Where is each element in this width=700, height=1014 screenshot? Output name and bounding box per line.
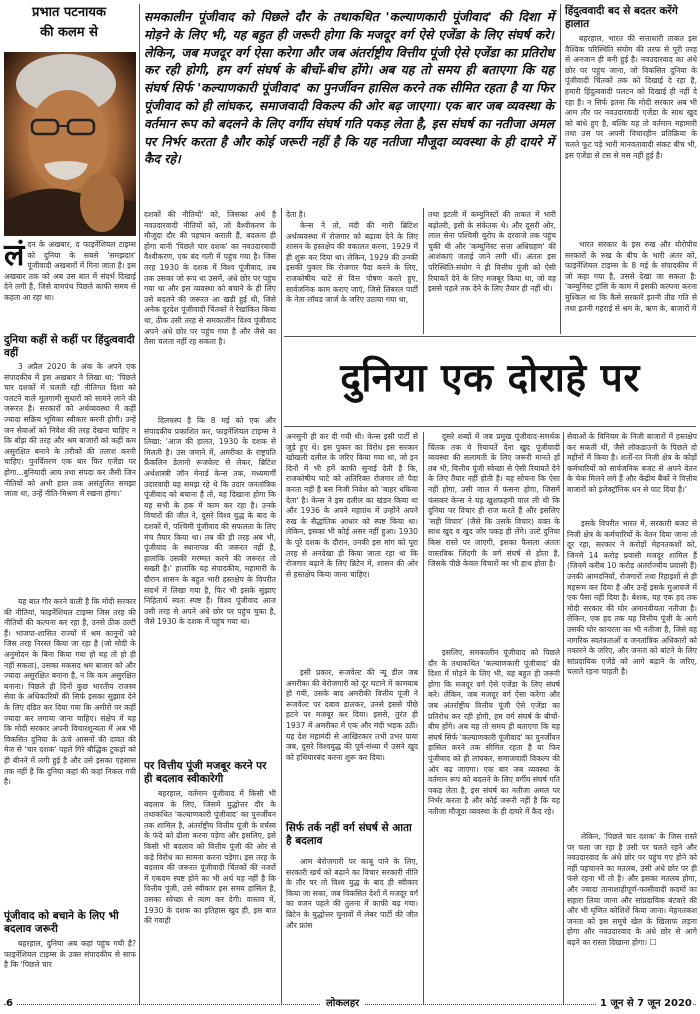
column-divider [423,432,424,1004]
column5-para-2: भारत सरकार के इस रुख और योरोपीय सरकारों के रुख के बीच के भारी अंतर को, फाइनेंशियल टाइम्स के 8 मई के संपादकीय में जो कहा गया है, उससे देखा जा सकता है: 'कम्युनिस्ट ट्रांसि के काम में इसकी कल्पना करना मुश्किल था कि कैसे सरकारें इतनी तीव्र गति से तथा इतनी गहराई से श्रम के, ऋण के, बाजारों में [565,240,697,313]
lower-column1-para-3: आम बेरोजगारी पर काबू पाने के लिए, सरकारी खर्च को बढ़ाने का विचार सरकारी नीति के तौर पर तो विश्व युद्ध के बाद ही स्वीकार किया जा सका, जब विकसित देशों में मजदूर वर्ग का वजन पहले की तुलना में काफी बढ़ गया। ब्रिटेन के युद्धोत्तर चुनावों में लेबर पार्टी की जीत और फ्रांस [286,857,418,930]
lower-column2-para-1: दूसरे शब्दों में जब प्रमुख पूंजीवाद-समर्थक चिंतक तक ये रियायतें देना खुद पूंजीवादी व्यवस्था की सलामती के लिए जरूरी मानते हों तब भी, वित्तीय पूंजी स्वेच्छा से ऐसी रियायतें देने के लिए तैयार नहीं होती है। यह सोचना कि ऐसा नहीं होगा, उसी जाल में फंसना होगा, जिसमें फंसकर केन्स ने यह खुशफहमी पाल ली थी कि दुनिया पर विचार ही राज करते हैं और इसलिए 'सही विचार' (जैसे कि उसके विचार) वक्त के साथ खुद व खुद जोर पकड़ ही लेंगे। उल्टे दुनिया किस रास्ते पर जाएगी, इसका फैसला अंततः वास्तविक जिंदगी के वर्ग संघर्ष से होता है, जिसके पीछे केवल विचारों का भी हाथ होता है। [428,432,560,569]
column2-para-3: बहरहाल, वर्तमान पूंजीवाद में किसी भी बदलाव के लिए, जिसमें युद्धोत्तर दौर के तथाकथित 'कल्याणकारी पूंजीवाद' का पुनर्जीवन तक शामिल है, अंतर्राष्ट्रीय वित्तीय पूंजी के वर्चस्व के फंदे को ढीला करना पड़ेगा और इसलिए, इसे किसी भी बदलाव को वित्तीय पूंजी की ओर से कड़े विरोध का सामना करना पड़ेगा। इस तरह के बदलाव की जरूरत पूंजीवादी चिंतकों की नजरों में एकदम स्पष्ट होने का भी अर्थ यह नहीं है कि वित्तीय पूंजी, उसे स्वीकार इस समय हासिल है, उसका स्वेच्छा से त्याग कर देगी। वास्तव में, 1930 के दशक का इतिहास खुद ही, इस बात की गवाही [144,789,276,926]
drop-cap: लं [4,238,25,273]
lower-column3-para-3 [567,832,697,949]
author-portrait-image [4,52,136,236]
end-mark: ☐ [649,937,657,947]
author-photo [4,52,136,236]
column3-para-1: देता है। [286,210,306,219]
column-divider [139,4,140,1004]
pull-quote: समकालीन पूंजीवाद को पिछले दौर के तथाकथित 'कल्याणकारी पूंजीवाद' की दिशा में मोड़ने के लिए भी, यह बहुत ही जरूरी होगा कि मजदूर वर्ग ऐसे एजेंडा के लिए संघर्ष करे। लेकिन, जब मजदूर वर्ग ऐसा करेगा और जब अंतर्राष्ट्रीय वित्तीय पूंजी ऐसे एजेंडा का प्रतिरोध कर रही होगी, हम वर्ग संघर्ष के बीचों-बीच होंगे। अब यह तो समय ही बताएगा कि यह संघर्ष सिर्फ 'कल्याणकारी पूंजीवाद' का पुनर्जीवन हासिल करने तक सीमित रहता है या फिर पूंजीवाद को ही लांघकर, समाजवादी विकल्प की ओर बढ़ जाएगा। एक बार जब व्यवस्था के वर्तमान रूप को बदलने के लिए वर्गीय संघर्ष गति पकड़ लेता है, इस संघर्ष का नतीजा अमल पर निर्भर करता है और कोई जरूरी नहीं है कि यह नतीजा मौजूदा व्यवस्था के ही दायरे में कैद रहे। [144,9,555,167]
subhead-1: दुनिया कहीं से कहीं पर हिंदुत्ववादी वहीं [4,334,135,359]
column1-intro-text: दन के अखबार, द फाइनेंशियल टाइम्स को दुनिया के सबसे 'समझदार' पूंजीवादी अखबारों में गिना जाता है। इस अखबार तक को अब उस बात में संदर्भ दिखाई देने लगी है, जिसे वामपंथ पिछले काफी समय से कहता आ रहा था। [4,240,136,302]
lower-column2-para-2: इसलिए, समकालीन पूंजीवाद को पिछले दौर के तथाकथित 'कल्याणकारी पूंजीवाद' की दिशा में मोड़ने के लिए भी, यह बहुत ही जरूरी होगा कि मजदूर वर्ग ऐसे एजेंडा के लिए संघर्ष करे। लेकिन, जब मजदूर वर्ग ऐसा करेगा और जब अंतर्राष्ट्रीय वित्तीय पूंजी ऐसे एजेंडा का प्रतिरोध कर रही होगी, हम वर्ग संघर्ष के बीचों-बीच होंगे। अब यह तो समय ही बताएगा कि यह संघर्ष सिर्फ 'कल्याणकारी पूंजीवाद' का पुनर्जीवन हासिल करने तक सीमित रहता है या फिर पूंजीवाद को ही लांघकर, समाजवादी विकल्प की ओर बढ़ जाएगा। एक बार जब व्यवस्था के वर्तमान रूप को बदलने के लिए वर्गीय संघर्ष गति पकड़ लेता है, इस संघर्ष का नतीजा अमल पर निर्भर करता है और कोई जरूरी नहीं है कि यह नतीजा मौजूदा व्यवस्था के ही दायरे में कैद रहे। [428,648,560,816]
column1-para-3: बहरहाल, दुनिया अब कहां पहुंच गयी है? फाइनेंशियल टाइम्स के उक्त संपादकीय से साफ है कि 'पिछले चार [4,939,136,970]
subhead-3: पर वित्तीय पूंजी मजबूर करने पर ही बदलाव स्वीकारेगी [144,760,267,785]
column4-para-1: तथा इटली में कम्युनिस्टों की ताकत में भारी बढ़ोतरी, इसी के संकेतक थे। और दूसरी ओर, लाल सेना पश्चिमी यूरोप के दरवाजे तक पहुंच चुकी थी और 'कम्युनिस्ट सत्ता अधिग्रहण' की आशंकाएं जताई जाने लगी थीं। अंततः इस परिस्थिति-संयोग ने ही वित्तीय पूंजी को ऐसी रियायतें देने के लिए मजबूर किया था, जो वह इससे पहले तक देने के लिए तैयार ही नहीं थी। [428,210,556,294]
column-divider [281,208,282,1004]
column-divider [563,432,564,1004]
column2-para-2: दिलचस्प है कि 8 मई को एक और संपादकीय प्रकाशित कर, फाइनेंशियल टाइम्स ने लिखा: 'आज की हालत, 1930 के दशक से मिलती है। उस जमाने में, अमरीका के राष्ट्रपति फ्रैंकलिन डेलानो रूजवेल्ट से लेकर, ब्रिटिश अर्थशास्त्री जॉन मेनार्ड केन्स तक, मध्यमार्गी उदारवादी यह समझ रहे थे कि उदार जनतांत्रिक पूंजीवाद को बचाना है तो, यह दिखाना होगा कि यह सभी के हक में काम कर रहा है। उनके विचारों की जीत ने, दूसरे विश्व युद्ध के बाद के दशकों में, पश्चिमी पूंजीवाद की सफलता के लिए मंच तैयार किया था। तब की ही तरह अब भी, पूंजीवाद के स्थानापन्न की जरूरत नहीं है, हालांकि उसकी मरम्मत करने की जरूरत तो सख्ती है।' हालांकि यह संपादकीय, महामारी के दौरान शासन के बहुत भारी हस्तक्षेप के विपरीत संदर्भ में लिखा गया है, फिर भी इसके सुझाए निहितार्थ स्वतः स्पष्ट हैं। विश्व पूंजीवाद आज उसी तरह से अपने अंधे छोर पर पहुंच चुका है, जैसे 1930 के दशक में पहुंच गया था। [144,416,276,627]
subhead-2: पूंजीवाद को बचाने के लिए भी बदलाव जरूरी [4,910,119,935]
columnist-name: प्रभात पटनायक [32,5,106,20]
column1-para-1: 3 अप्रैल 2020 के अंक के अपने एक संपादकीय में इस अखबार ने लिखा था: 'पिछले चार दशकों में चलती रही नीतिगत दिशा को पलटने वाले मूलगामी सुधारों को सामने लाने की जरूरत है। सरकारों को अर्थव्यवस्था में कहीं ज्यादा सक्रिय भूमिका स्वीकार करनी होगी। उन्हें जन सेवाओं को निवेश की तरह देखना चाहिए न कि बोझ की तरह और श्रम बाजारों को कहीं कम असुरक्षित बनाने के तरीकों की तलाश करनी चाहिए। पुनर्वितरण एक बार फिर एजेंडा पर होगा...बुनियादी आय तथा संपदा कर जैसी जिन नीतियों को अभी हाल तक असंतुलित समझा जाता था, उन्हें नीति-मिश्रण में रखना होगा।' [4,362,136,499]
column1-para-2: यह बात गौर करने वाली है कि मोदी सरकार की नीतियां, फाइनेंशियल टाइम्स जिस तरह की नीतियों की कल्पना कर रहा है, उनसे ठीक उल्टी हैं। भाजपा-शासित राज्यों में श्रम कानूनों को जिस तरह निरस्त किया जा रहा है (जो मोदी के अनुमोदन के बिना किया गया हो यह तो हो ही नहीं सकता), उसका मकसद श्रम बाजार को और ज्यादा असुरक्षित बनाना है, न कि कम असुरक्षित बनाना। पिछले ही दिनों कुछ भारतीय राजस्व सेवा के अधिकारियों की सिर्फ इसका सुझाव देने के लिए दंडित कर दिया गया कि अमीरों पर कहीं ज्यादा कर लगाया जाना चाहिए। संक्षेप में यह कि मोदी सरकार अपनी विचारशून्यता में अब भी विकसित दुनिया के ऊंचे आसनों की दावत की मेज से 'चार दशक' पहले गिरे बौद्धिक टुकड़ों को ही बीनने में लगी हुई है और उसे इसका एहसास तक नहीं है कि दुनिया कहां की कहां निकल गयी है। [4,597,136,787]
lower-column1-para-1: अनसुनी ही कर दी गयी थी। केन्स इसी पार्टी से जुड़े हुए थे। इस पुकार का विरोध इस सरकार खोखली दलील के जरिए किया गया था, जो इन दिनों में भी हमें काफी सुनाई देती है कि, राजकोषीय घाटे को अतिरिक्त रोजगार तो पैदा करता नहीं है बस निजी निवेश को 'बाहर धकिया देता' है। केन्स ने इस दलील का खंडन किया था और 1936 के अपने महाग्रंथ में उन्होंने अपने रुख के सैद्धांतिक आधार को स्पष्ट किया था। लेकिन, इसका भी कोई असर नहीं हुआ। 1930 के पूरे दशक के दौरान, उनकी इस मांग को पूरा तरह से अनदेखा ही किया जाता रहा था कि रोजगार बढ़ाने के लिए ब्रिटेन में, शासन की ओर से हस्तक्षेप किया जाना चाहिए। [286,432,418,579]
page-number: 6 [6,996,17,1012]
column-label: की कलम से [40,25,98,40]
subhead-5: हिंदुत्ववादी बद से बदतर करेंगे हालात [565,5,678,30]
headline: दुनिया एक दोराहे पर [340,356,640,401]
column5-para-1: बहरहाल, भारत की सत्ताधारी ताकत इस वैश्विक परिस्थिति संयोग की तरफ से पूरी तरह से अनजान ही बनी हुई है। नवउदारवाद का अंधे छोर पर पहुंच जाना, जो विकसित दुनिया के पूंजीवादी चिंतकों तक को दिखाई दे रहा है, हमारी हिंदुत्ववादी पलटन को दिखाई ही नहीं दे रहा है। न सिर्फ इतना कि मोदी सरकार अब भी आम तौर पर नवउदारवादी एजेंडा के साथ खुद को बांधे हुए है, बल्कि यह तो वर्तमान महामारी तथा उस पर अपनी विचारहीन प्रतिक्रिया के चलते फूट पड़े भारी मानवतावादी संकट बीच भी, इस एजेंडा से टस से मस नहीं हुई है। [565,34,697,160]
issue-dates: 1 जून से 7 जून 2020 [596,996,692,1012]
column3-para-2: केन्स ने तो, मंदी की मारी ब्रिटिश अर्थव्यवस्था में रोजगार को बढ़ावा देने के लिए शासन के हस्तक्षेप की वकालत करना, 1929 में ही शुरू कर दिया था। लेकिन, 1929 की उनकी इसकी पुकार कि रोजगार पैदा करने के लिए, राजकोषीय घाटे से वित्त पोषण करते हुए, सार्वजनिक काम कराए जाएं, जिसे लिबरल पार्टी के नेता लॉयड जार्ज के जरिए उठाया गया था, [286,221,418,305]
headline-rule-bottom [284,426,696,427]
subhead-4: सिर्फ तर्क नहीं वर्ग संघर्ष से आता है बदलाव [286,822,412,847]
column-divider [423,208,424,334]
column2-para-1: दशकों की नीतियों' को, जिसका अर्थ है नवउदारवादी नीतियों को, जो वैश्वीकरण के मौजूदा दौर की पहचान कराती हैं, बदलना ही होगा यानी 'पिछले चार दशक' का नवउदारवादी वैश्वीकरण, एक बंद गली में पहुंच गया है। जिस तरह 1930 के दशक में विश्व पूंजीवाद, तब तक उसका जो रूप था उसमें, अंधे छोर पर पहुंच गया था और इस व्यवस्था को बचाने के ही लिए उसे बदलने की जरूरत आ खड़ी हुई थी, जिसे अनेक दूरदेश पूंजीवादी चिंतकों ने रेखांकित किया था, ठीक उसी तरह से समकालीन विश्व पूंजीवाद अपने अंधे छोर पर पहुंच गया है और जैसे का तैसा चलता नहीं रह सकता है। [144,210,276,347]
lower-column3-para-1: सेवाओं के विनियम के निजी बाजारों में हस्तक्षेप कर सकती थीं, जैसे लॉकडाउनों के पिछले दो महीनों में किया है। शर्तों-रत निजी क्षेत्र के कोड़ों कर्मचारियों को सार्वजनिक बजट से अपने वेतन के चेक मिलने लगे हैं और केंद्रीय बैंकों ने वित्तीय बाजारों को इलेक्ट्रॉनिक धन से पाट दिया है।' [567,432,697,494]
column-divider [560,4,561,334]
column1-intro [4,240,136,304]
lower-column3-para-2: इसके विपरीत भारत में, सरकारी बजट से निजी क्षेत्र के कर्मचारियों के वेतन दिया जाना तो दूर रहा, सरकार ने करोड़ों मेहनतकशों को, जिनमें 14 करोड़ प्रवासी मजदूर शामिल हैं (जिनमें करीब 10 करोड़ अंतर्राज्यीय प्रवासी हैं) उनकी आमदनियों, रोजगारों तथा रिहाइशों से ही महरूम कर दिया है और उन्हें इसके मुआवजे में एक पैसा नहीं दिया है। बेशक, यह एक हद तक मोदी सरकार की घोर अमानवीयता नतीजा है। लेकिन, एक हद तक यह वित्तीय पूंजी के आगे उसकी घोर कायरता का भी नतीजा है, जिसे वह नागरिक स्वतंत्रताओं व जनतांत्रिक अधिकारों को नकारने के जरिए, और जनता को बांटने के लिए सांप्रदायिक एजेंडे को आगे बढ़ाने के जरिए, चलाते रहना चाहती है। [567,519,697,677]
lower-column3-para-3-text: लेकिन, 'पिछले चार दशक' के जिस रास्ते पर चला जा रहा है उसी पर चलते रहने और नवउदारवाद के अंधे छोर पर पहुंच गए होने को नहीं पहचानने का मतलब, उसी अंधे छोर पर ही फंसे रहना भी तो है। और इसका मतलब होगा, और ज्यादा तानाशाहीपूर्ण-फासीवादी कदमों का सहारा लिया जाना और सांप्रदायिक बंटवारे की और भी घृणित कोशिशें किया जाना। मेहनतकश जनता को इस समूचे खेल के खिलाफ लड़ना होगा और नवउदारवाद के अंधे छोर से आगे बढ़ने का रास्ता दिखाना होगा। [567,832,697,947]
lower-column1-para-2: इसी प्रकार, रूजवेल्ट की न्यू डील जब अमरीका की बेरोजगारी को दूर घटाने में कामयाब हो गयी, उसके बाद अमरीकी वित्तीय पूंजी ने रूजवेल्ट पर दबाव डालकर, उनसे इससे पीछे हटने पर मजबूर कर दिया। इससे, तुरंत ही 1937 में अमरीका में एक और मंदी भड़क उठी। यह देश महामंदी से आखिरकार तभी उभर पाया जब, दूसरे विश्वयुद्ध की पूर्व-संध्या में उसने खुद को हथियारबंद करना शुरू कर दिया। [286,668,418,762]
column-byline [4,3,134,43]
headline-rule-top [284,336,696,337]
newspaper-name: लोकलहर [320,996,365,1012]
